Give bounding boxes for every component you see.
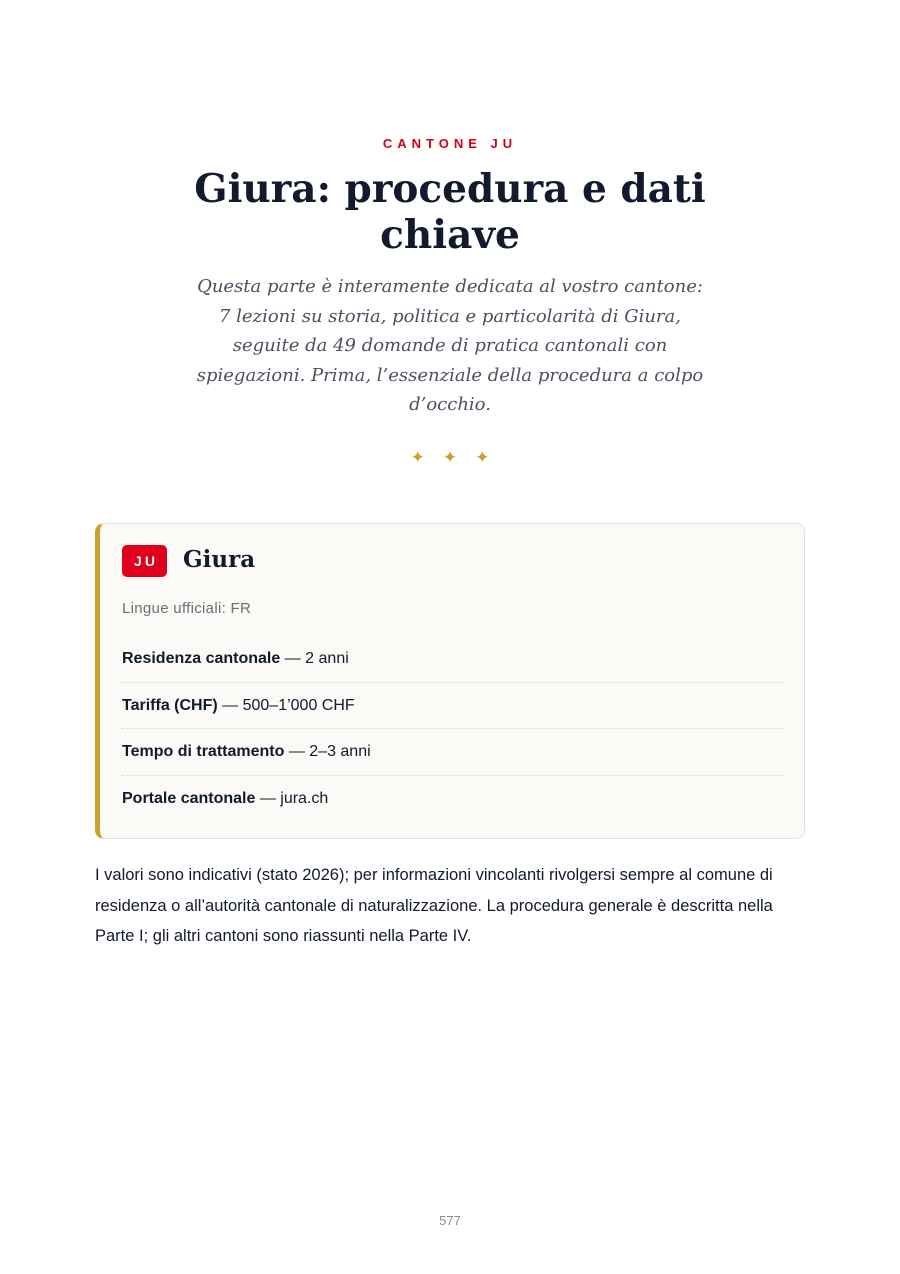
intro-paragraph: Questa parte è interamente dedicata al vostro cantone: 7 lezioni su storia, politica e particolarità di Giura, seguite da 49 domande di pratica cantonali con spiegazioni. Prima, l’essenziale della procedura a colpo d’occhio. xyxy=(196,276,704,415)
fact-row-portal xyxy=(122,776,784,822)
page-title: Giura: procedura e dati chiave xyxy=(194,166,706,258)
fact-separator: — xyxy=(255,789,281,807)
fact-label: Tariffa (CHF) xyxy=(122,696,218,714)
fact-label: Portale cantonale xyxy=(122,789,256,807)
fact-separator: — xyxy=(284,743,310,760)
fact-row-residence xyxy=(122,636,784,683)
official-languages: Lingue ufficiali: FR xyxy=(122,600,252,617)
fact-label: Tempo di trattamento xyxy=(122,743,285,760)
canton-code-badge: JU xyxy=(122,545,167,577)
canton-summary-card xyxy=(95,523,805,839)
fact-value: jura.ch xyxy=(280,789,329,807)
fact-row-processing-time xyxy=(122,729,784,776)
fact-value: 2–3 anni xyxy=(309,743,371,760)
canton-name: Giura xyxy=(183,546,256,573)
fact-separator: — xyxy=(217,696,243,714)
fact-value: 500–1’000 CHF xyxy=(242,696,355,714)
fact-value: 2 anni xyxy=(305,650,349,667)
key-facts-list xyxy=(122,636,784,821)
fact-label: Residenza cantonale xyxy=(122,650,281,667)
star-ornament-icon: ✦✦✦ xyxy=(410,448,508,467)
fact-row-fee xyxy=(122,683,784,730)
section-kicker: CANTONE JU xyxy=(382,136,518,151)
page-number: 577 xyxy=(439,1213,461,1228)
fact-separator: — xyxy=(280,650,306,667)
disclaimer-note: I valori sono indicativi (stato 2026); per informazioni vincolanti rivolgersi sempre al comune di residenza o all’autorità cantonale di naturalizzazione. La procedura generale è descritta nella Parte I; gli altri cantoni sono riassunti nella Parte IV. xyxy=(95,866,773,945)
